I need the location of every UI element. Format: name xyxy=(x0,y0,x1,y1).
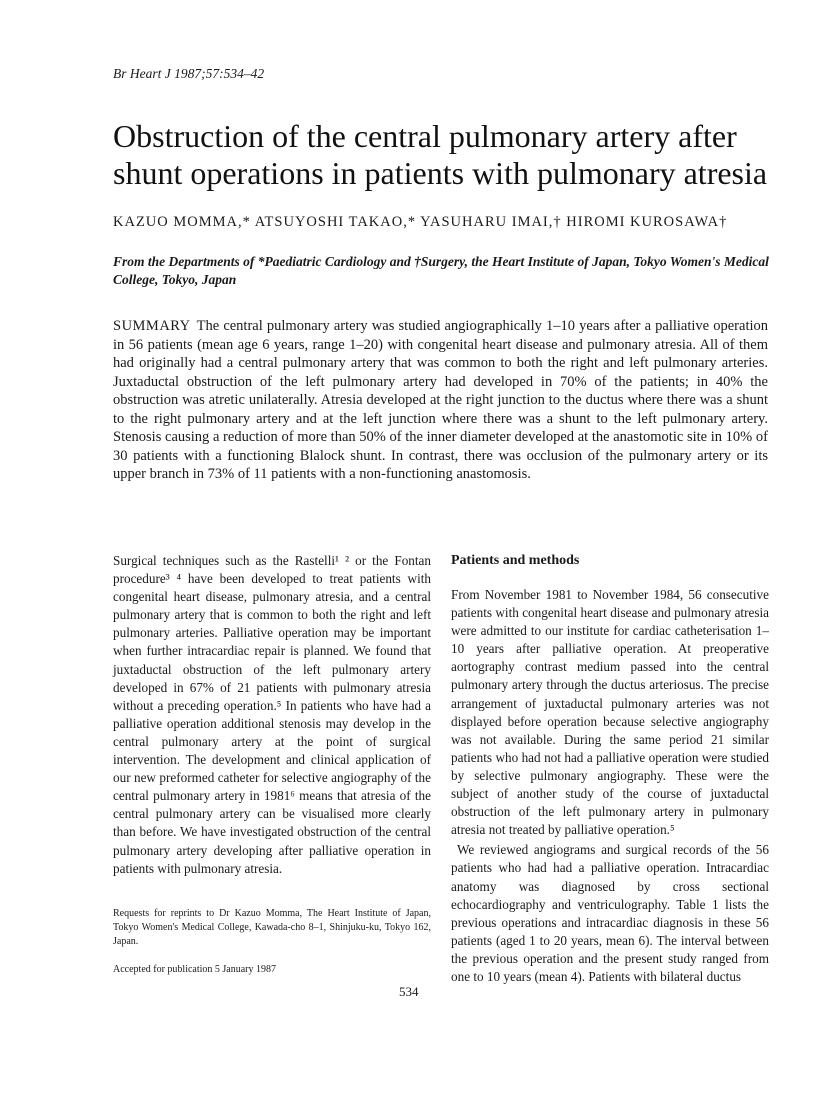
left-column xyxy=(113,552,431,878)
author-list: KAZUO MOMMA,* ATSUYOSHI TAKAO,* YASUHARU IMAI,† HIROMI KUROSAWA† xyxy=(113,214,728,230)
accepted-date: Accepted for publication 5 January 1987 xyxy=(113,964,277,975)
article-title: Obstruction of the central pulmonary artery after shunt operations in patients with pulmonary atresia xyxy=(113,118,768,191)
intro-paragraph: Surgical techniques such as the Rastelli¹ ² or the Fontan procedure³ ⁴ have been developed to treat patients with congenital heart disease, pulmonary atresia, and a central pulmonary artery that is common to both the right and left pulmonary arteries. Palliative operation may be important when further intracardiac repair is planned. We found that juxtaductal obstruction of the left pulmonary artery developed in 67% of 21 patients with pulmonary atresia without a preceding operation.⁵ In patients who have had a palliative operation additional stenosis may develop in the central pulmonary artery at the point of surgical intervention. The development and clinical application of our new preformed catheter for selective angiography of the central pulmonary artery in 1981⁶ means that atresia of the central pulmonary artery can be visualised more clearly than before. We have investigated obstruction of the central pulmonary artery developing after palliative operation in patients with pulmonary atresia. xyxy=(113,553,431,876)
affiliation: From the Departments of *Paediatric Cardiology and †Surgery, the Heart Institute of Japan, Tokyo Women's Medical College, Tokyo, Japan xyxy=(113,254,769,287)
methods-paragraph-1: From November 1981 to November 1984, 56 consecutive patients with congenital heart disease and pulmonary atresia were admitted to our institute for cardiac catheterisation 1–10 years after palliative operation. At preoperative aortography contrast medium passed into the central pulmonary artery through the ductus arteriosus. The precise arrangement of juxtaductal pulmonary arteries was not displayed before operation because selective angiography was not available. During the same period 21 similar patients who had not had a palliative operation were studied by selective pulmonary angiography. These were the subject of another study of the course of juxtaductal obstruction of the left pulmonary artery in pulmonary atresia not treated by palliative operation.⁵ xyxy=(451,587,769,838)
right-column xyxy=(451,552,769,986)
summary-text: The central pulmonary artery was studied angiographically 1–10 years after a palliative operation in 56 patients (mean age 6 years, range 1–20) with congenital heart disease and pulmonary atresia. All of them had originally had a central pulmonary artery that was common to both the right and left pulmonary arteries. Juxtaductal obstruction of the left pulmonary artery had developed in 70% of the patients; in 40% the obstruction was atretic unilaterally. Atresia developed at the right junction to the ductus where there was a shunt to the right pulmonary artery and at the left junction where there was a shunt to the left pulmonary artery. Stenosis causing a reduction of more than 50% of the inner diameter developed at the anastomotic site in 10% of 30 patients with a functioning Blalock shunt. In contrast, there was occlusion of the pulmonary artery or its upper branch in 73% of 11 patients with a non-functioning anastomosis. xyxy=(113,318,768,482)
journal-citation: Br Heart J 1987;57:534–42 xyxy=(113,66,265,81)
section-heading: Patients and methods xyxy=(451,553,580,568)
summary-block xyxy=(113,317,768,484)
page-number: 534 xyxy=(399,984,419,999)
summary-label: SUMMARY xyxy=(113,318,191,334)
reprint-request: Requests for reprints to Dr Kazuo Momma, The Heart Institute of Japan, Tokyo Women's Medical College, Kawada-cho 8–1, Shinjuku-ku, Tokyo 162, Japan. xyxy=(113,908,431,947)
methods-paragraph-2: We reviewed angiograms and surgical records of the 56 patients who had had a palliative operation. Intracardiac anatomy was diagnosed by cross sectional echocardiography and ventriculography. Table 1 lists the previous operations and intracardiac diagnosis in these 56 patients (aged 1 to 20 years, mean 6). The interval between the previous operation and the present study ranged from one to 10 years (mean 4). Patients with bilateral ductus xyxy=(451,842,769,984)
